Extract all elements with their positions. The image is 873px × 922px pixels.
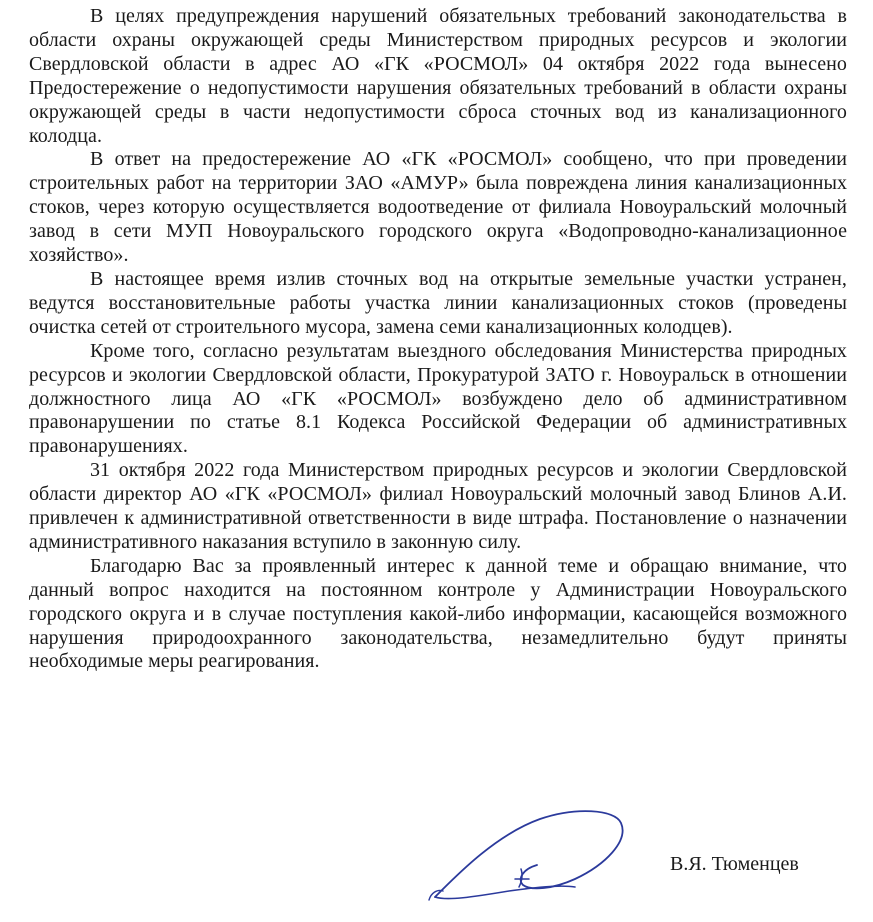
paragraph-penalty: 31 октября 2022 года Министерством природных ресурсов и экологии Свердловской области директор АО «ГК «РОСМОЛ» филиал Новоуральский молочный завод Блинов А.И. привлечен к административной ответственности в виде штрафа. Постановление о назначении административного наказания вступило в законную силу. <box>29 459 847 553</box>
paragraph-company-response: В ответ на предостережение АО «ГК «РОСМОЛ» сообщено, что при проведении строительных работ на территории ЗАО «АМУР» была повреждена линия канализационных стоков, через которую осуществляется водоотведение от филиала Новоуральский молочный завод в сети МУП Новоуральского городского округа «Водопроводно-канализационное хозяйство». <box>29 148 847 267</box>
signature-stroke-loop <box>435 811 623 897</box>
paragraph-closing: Благодарю Вас за проявленный интерес к данной теме и обращаю внимание, что данный вопрос находится на постоянном контроле у Администрации Новоуральского городского округа и в случае поступления какой-либо информации, касающейся возможного нарушения природоохранного законодательства, незамедлительно будут приняты необходимые меры реагирования. <box>29 554 847 673</box>
signature-stroke-base <box>435 886 575 898</box>
paragraph-administrative-case: Кроме того, согласно результатам выездного обследования Министерства природных ресурсов и экологии Свердловской области, Прокуратурой ЗАТО г. Новоуральск в отношении должностного лица АО «ГК «РОСМОЛ» возбуждено дело об административном правонарушении по статье 8.1 Кодекса Российской Федерации об административных правонарушениях. <box>29 339 847 458</box>
paragraph-current-status: В настоящее время излив сточных вод на открытые земельные участки устранен, ведутся восстановительные работы участка линии канализационных стоков (проведены очистка сетей от строительного мусора, замена семи канализационных колодцев). <box>29 267 847 338</box>
signer-name: В.Я. Тюменцев <box>670 853 799 875</box>
handwritten-signature <box>425 805 635 905</box>
letter-body <box>29 5 847 674</box>
paragraph-warning-issued: В целях предупреждения нарушений обязательных требований законодательства в области охраны окружающей среды Министерством природных ресурсов и экологии Свердловской области в адрес АО «ГК «РОСМОЛ» 04 октября 2022 года вынесено Предостережение о недопустимости нарушения обязательных требований в области охраны окружающей среды в части недопустимости сброса сточных вод из канализационного колодца. <box>29 5 847 147</box>
signature-stroke-tail <box>429 890 443 900</box>
signature-stroke-mark <box>515 869 529 887</box>
